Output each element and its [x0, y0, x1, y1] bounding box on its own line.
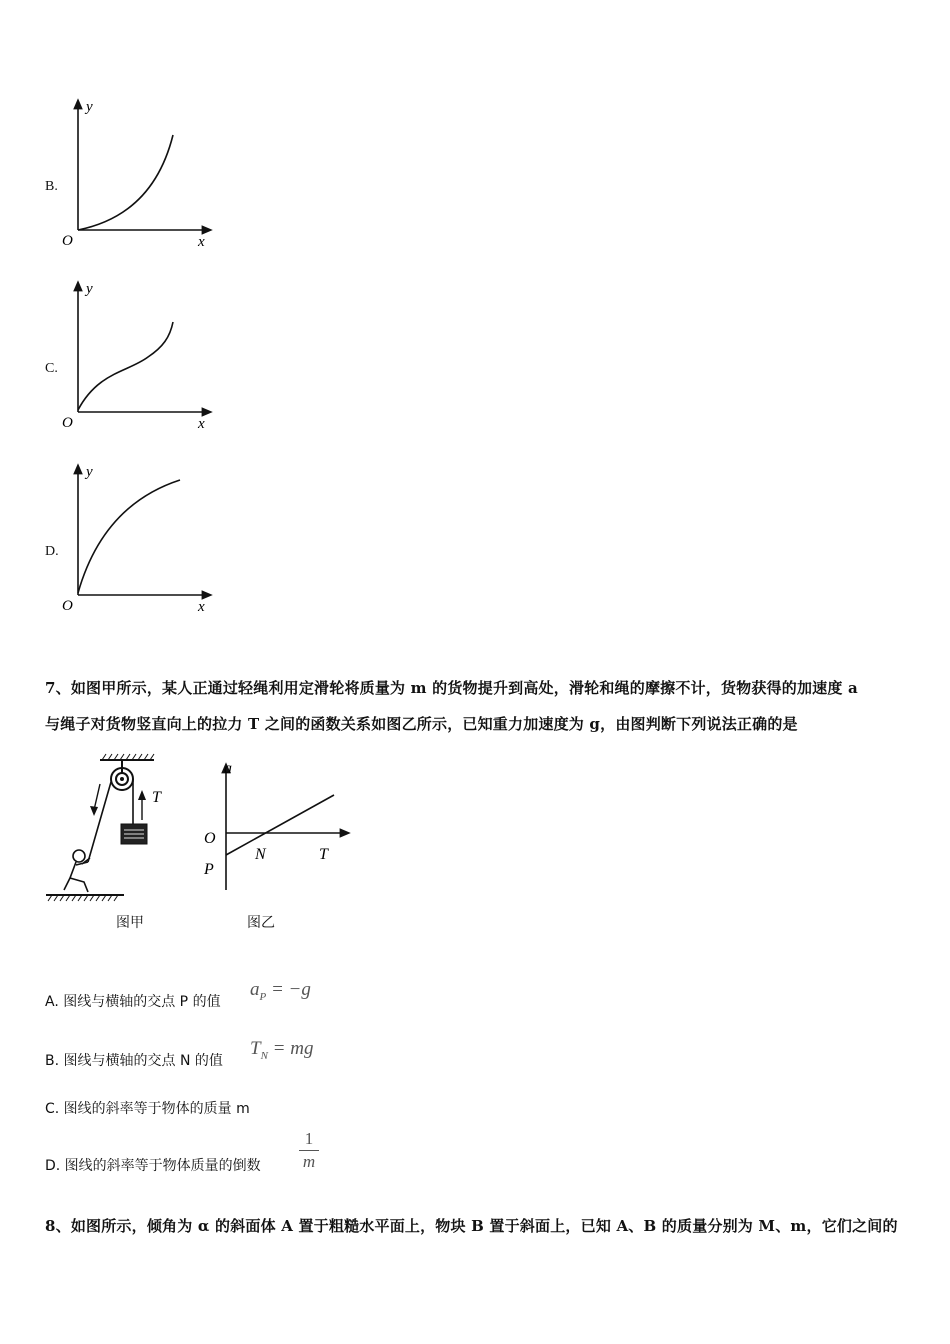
option-a [45, 991, 221, 1011]
curve-convex [78, 135, 173, 230]
origin-label: O [204, 830, 216, 847]
graph-c [58, 277, 218, 437]
option-c-label: C. [45, 361, 58, 376]
option-b-label: B. [45, 179, 58, 194]
graph-d [58, 460, 218, 620]
question-7-line-1: 7、如图甲所示，某人正通过轻绳利用定滑轮将质量为 m 的货物提升到高处，滑轮和绳的摩擦不计，货物获得的加速度 a [45, 679, 858, 697]
question-7-line-2: 与绳子对货物竖直向上的拉力 T 之间的函数关系如图乙所示，已知重力加速度为 g，由图判断下列说法正确的是 [45, 715, 798, 733]
pull-arrow [90, 806, 98, 816]
rope-left [88, 782, 111, 862]
option-b [45, 1050, 223, 1070]
fraction-bar [299, 1150, 319, 1151]
figure-jia-pulley [42, 752, 182, 937]
option-a-text: A. 图线与横轴的交点 P 的值 [45, 994, 221, 1010]
option-c: C. 图线的斜率等于物体的质量 m [45, 1101, 250, 1117]
figure-yi-graph [196, 755, 361, 905]
a-axis-label: a [224, 760, 232, 777]
fraction-denominator: m [302, 1152, 316, 1171]
x-axis-label: x [198, 416, 205, 432]
option-d [45, 1155, 261, 1175]
curve-s-shape [78, 322, 173, 410]
origin-label: O [62, 233, 73, 249]
curve-concave [78, 480, 180, 593]
tension-label: T [152, 789, 161, 806]
fraction-numerator: 1 [304, 1129, 314, 1148]
y-axis-label: y [86, 281, 93, 297]
x-axis-label: x [198, 599, 205, 615]
y-axis-label: y [86, 99, 93, 115]
option-b-formula: $T_N$ = mg [250, 1038, 314, 1062]
point-n-label: N [255, 846, 266, 863]
figure-jia-caption: 图甲 [116, 915, 144, 931]
person-head [73, 850, 85, 862]
a-t-line [226, 795, 334, 855]
person-body [64, 858, 90, 892]
option-b-text: B. 图线与横轴的交点 N 的值 [45, 1053, 223, 1069]
graph-b [58, 95, 218, 255]
option-d-fraction [298, 1130, 320, 1171]
point-p-label: P [204, 861, 214, 878]
origin-label: O [62, 415, 73, 431]
option-a-formula: $a_P = -g$ [250, 979, 311, 1003]
figure-yi-caption: 图乙 [247, 915, 275, 931]
x-axis-label: x [198, 234, 205, 250]
origin-label: O [62, 598, 73, 614]
question-8-line-1: 8、如图所示，倾角为 α 的斜面体 A 置于粗糙水平面上，物块 B 置于斜面上，已知 A、B 的质量分别为 M、m，它们之间的 [45, 1217, 898, 1235]
option-d-label: D. [45, 544, 59, 559]
option-d-text: D. 图线的斜率等于物体质量的倒数 [45, 1158, 261, 1174]
y-axis-label: y [86, 464, 93, 480]
t-axis-label: T [319, 846, 328, 863]
tension-arrow [138, 790, 146, 800]
